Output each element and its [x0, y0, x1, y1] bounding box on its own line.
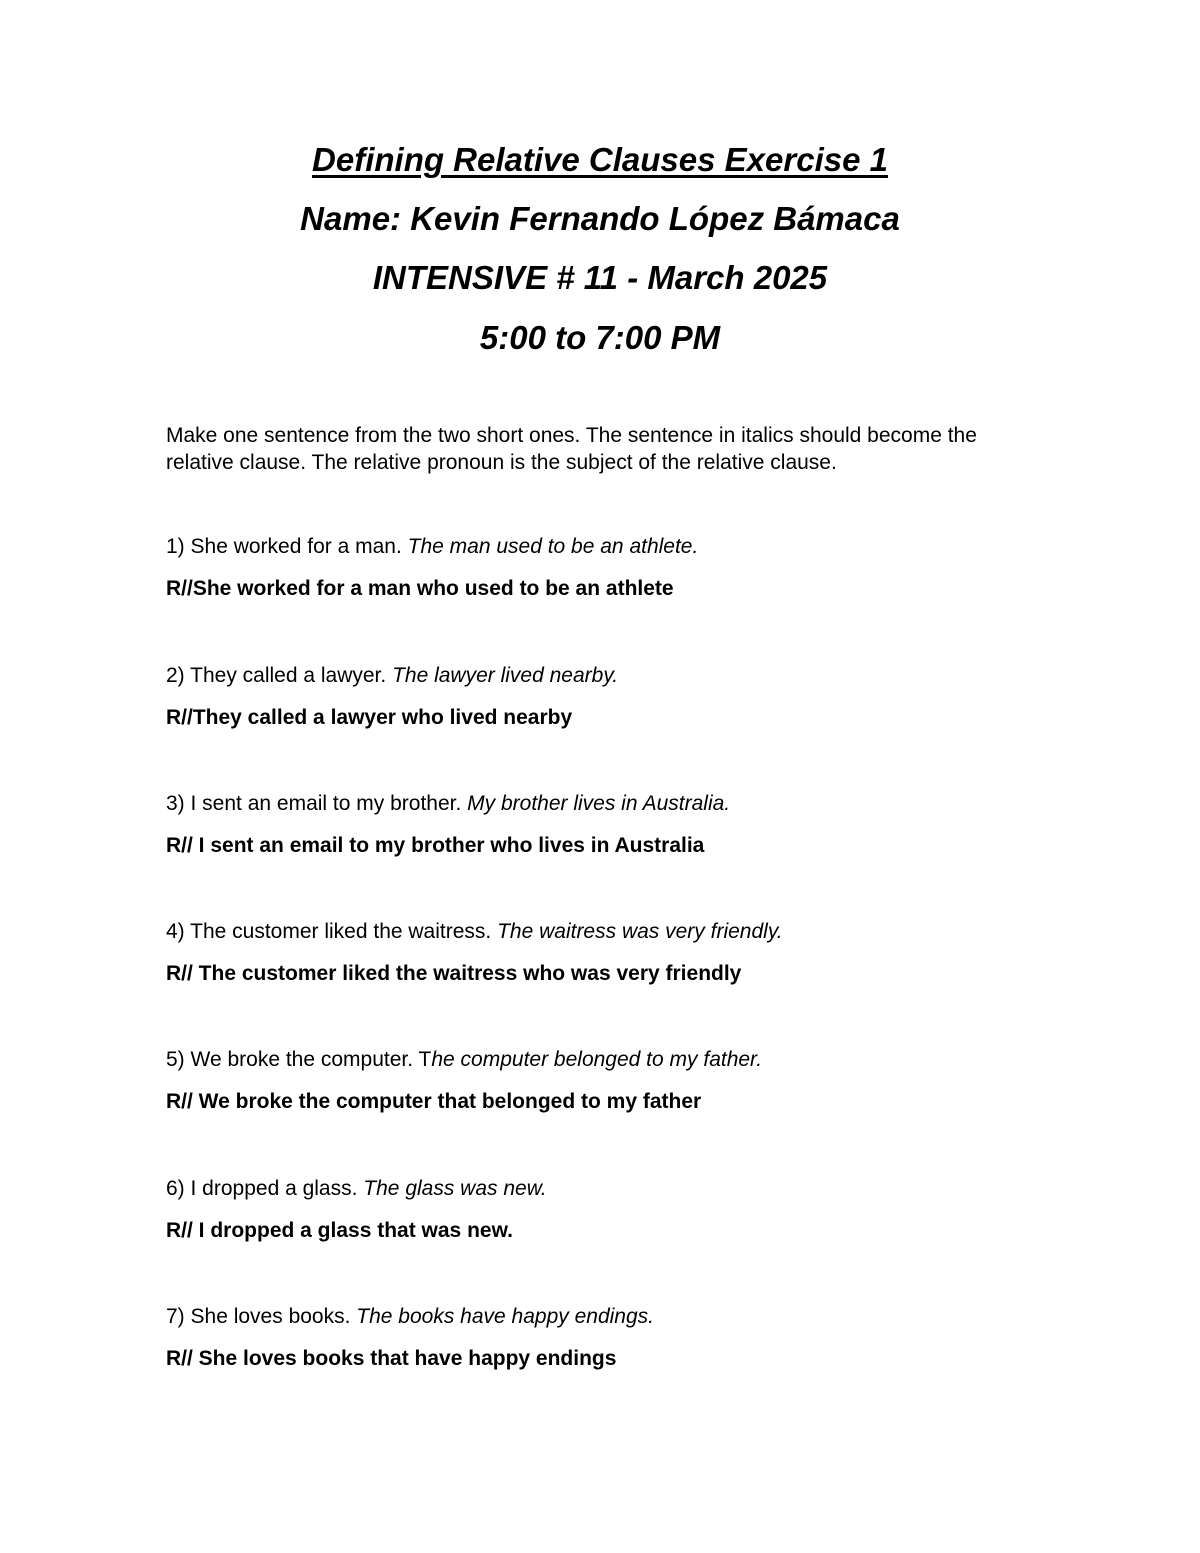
exercise-item-5	[166, 1047, 1066, 1115]
exercise-item-3	[166, 791, 1066, 859]
prompt-main-sentence: 5) We broke the computer. T	[166, 1048, 432, 1071]
prompt-italic-sentence: The waitress was very friendly.	[497, 920, 783, 943]
prompt-italic-sentence: The books have happy endings.	[356, 1305, 654, 1328]
exercise-item-2	[166, 663, 1066, 731]
exercise-answer: R// The customer liked the waitress who was very friendly	[166, 962, 742, 985]
prompt-main-sentence: 6) I dropped a glass.	[166, 1177, 364, 1200]
exercise-answer: R//They called a lawyer who lived nearby	[166, 706, 573, 729]
instructions: Make one sentence from the two short ones. The sentence in italics should become the relative clause. The relative pronoun is the subject of the relative clause.	[166, 424, 977, 474]
exercise-answer: R// I dropped a glass that was new.	[166, 1219, 513, 1242]
exercise-item-4	[166, 919, 1066, 987]
student-name: Name: Kevin Fernando López Bámaca	[300, 200, 900, 237]
course-line: INTENSIVE # 11 - March 2025	[372, 259, 828, 296]
prompt-main-sentence: 3) I sent an email to my brother.	[166, 792, 468, 815]
document-title: Defining Relative Clauses Exercise 1	[312, 141, 888, 178]
prompt-italic-sentence: The glass was new.	[363, 1177, 547, 1200]
exercise-prompt	[166, 1176, 1066, 1202]
exercise-item-7	[166, 1304, 1066, 1372]
exercise-prompt	[166, 1047, 1066, 1073]
exercise-prompt	[166, 919, 1066, 945]
prompt-main-sentence: 1) She worked for a man.	[166, 535, 408, 558]
prompt-italic-sentence: My brother lives in Australia.	[467, 792, 731, 815]
prompt-italic-sentence: The lawyer lived nearby.	[392, 664, 619, 687]
time-line: 5:00 to 7:00 PM	[479, 319, 721, 356]
exercise-answer: R//She worked for a man who used to be an athlete	[166, 577, 674, 600]
exercise-prompt	[166, 1304, 1066, 1330]
exercise-answer: R// She loves books that have happy endings	[166, 1347, 617, 1370]
exercise-item-6	[166, 1176, 1066, 1244]
exercise-prompt	[166, 534, 1066, 560]
exercise-item-1	[166, 534, 1066, 602]
exercise-answer: R// I sent an email to my brother who lives in Australia	[166, 834, 705, 857]
prompt-main-sentence: 7) She loves books.	[166, 1305, 357, 1328]
prompt-main-sentence: 2) They called a lawyer.	[166, 664, 393, 687]
exercise-prompt	[166, 791, 1066, 817]
prompt-main-sentence: 4) The customer liked the waitress.	[166, 920, 498, 943]
exercise-prompt	[166, 663, 1066, 689]
prompt-italic-sentence: he computer belonged to my father.	[431, 1048, 763, 1071]
prompt-italic-sentence: The man used to be an athlete.	[407, 535, 699, 558]
exercise-answer: R// We broke the computer that belonged to my father	[166, 1090, 702, 1113]
